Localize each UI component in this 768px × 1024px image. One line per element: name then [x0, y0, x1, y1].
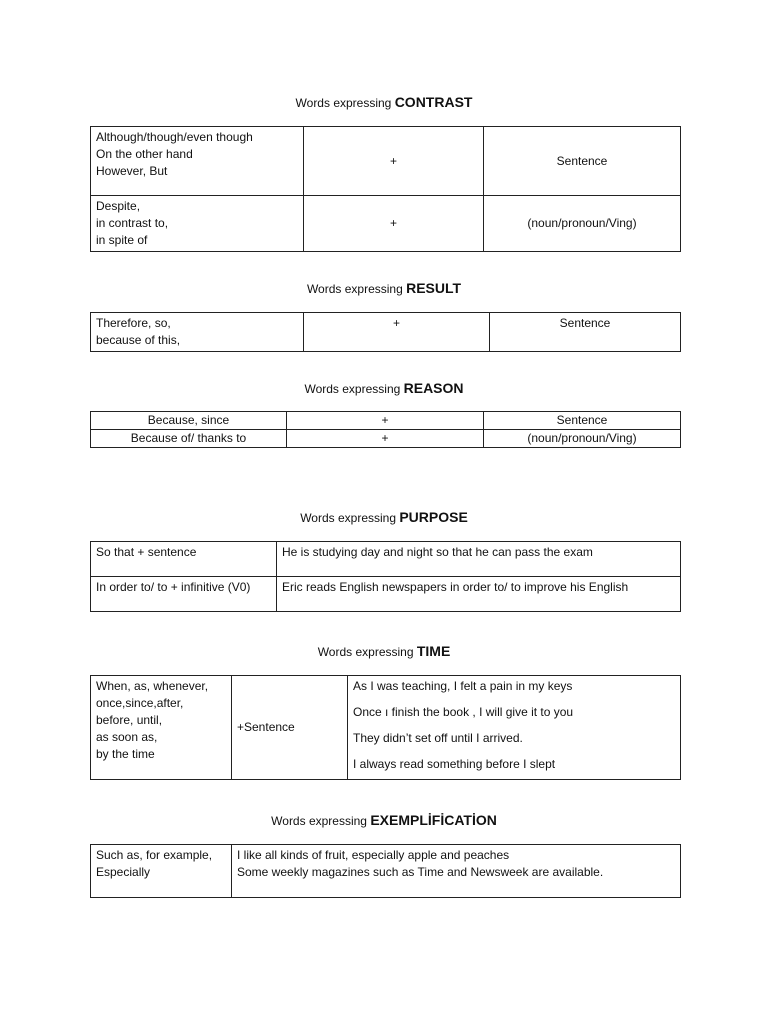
reason-follow-cell: (noun/pronoun/Ving) — [484, 430, 681, 448]
purpose-heading — [0, 509, 768, 525]
exemplification-heading-prefix: Words expressing — [271, 814, 371, 828]
time-heading-prefix: Words expressing — [317, 645, 417, 659]
contrast-word-line: in spite of — [96, 233, 148, 247]
time-word-line: before, until, — [96, 713, 163, 727]
table-row — [91, 845, 681, 898]
contrast-word-line: in contrast to, — [96, 216, 169, 230]
purpose-example-cell: Eric reads English newspapers in order to/ to improve his English — [277, 577, 681, 612]
time-word-line: once,since,after, — [96, 696, 184, 710]
time-example-line: As I was teaching, I felt a pain in my keys — [353, 679, 573, 693]
reason-follow-cell: Sentence — [484, 412, 681, 430]
result-plus-cell: + — [304, 313, 490, 352]
table-row — [91, 127, 681, 196]
time-examples-cell — [348, 676, 681, 780]
contrast-heading-keyword: CONTRAST — [394, 94, 473, 110]
time-word-line: as soon as, — [96, 730, 158, 744]
exemplification-example-line: Some weekly magazines such as Time and Newsweek are available. — [237, 865, 604, 879]
purpose-table — [90, 541, 681, 612]
result-follow-cell: Sentence — [490, 313, 681, 352]
time-table — [90, 675, 681, 780]
exemplification-words-cell — [91, 845, 232, 898]
time-words-cell — [91, 676, 232, 780]
exemplification-example-line: I like all kinds of fruit, especially apple and peaches — [237, 848, 510, 862]
table-row — [91, 430, 681, 448]
time-example-line: They didn’t set off until I arrived. — [353, 731, 523, 745]
reason-heading — [0, 380, 768, 396]
contrast-word-line: However, But — [96, 164, 168, 178]
result-table — [90, 312, 681, 352]
table-row — [91, 313, 681, 352]
contrast-word-line: Despite, — [96, 199, 141, 213]
contrast-word-line: Although/though/even though — [96, 130, 253, 144]
contrast-words-cell — [91, 127, 304, 196]
reason-table — [90, 411, 681, 448]
exemplification-word-line: Such as, for example, — [96, 848, 213, 862]
contrast-table — [90, 126, 681, 252]
table-row — [91, 676, 681, 780]
purpose-words-cell: In order to/ to + infinitive (V0) — [91, 577, 277, 612]
contrast-words-cell — [91, 196, 304, 252]
contrast-plus-cell: + — [304, 196, 484, 252]
exemplification-table — [90, 844, 681, 898]
contrast-follow-cell: Sentence — [484, 127, 681, 196]
purpose-heading-keyword: PURPOSE — [399, 509, 468, 525]
result-heading-keyword: RESULT — [406, 280, 462, 296]
result-word-line: Therefore, so, — [96, 316, 171, 330]
time-word-line: When, as, whenever, — [96, 679, 209, 693]
time-example-line: I always read something before I slept — [353, 757, 556, 771]
result-heading-prefix: Words expressing — [306, 282, 407, 296]
purpose-words-cell: So that + sentence — [91, 542, 277, 577]
table-row — [91, 542, 681, 577]
exemplification-word-line: Especially — [96, 865, 151, 879]
reason-words-cell: Because, since — [91, 412, 287, 430]
time-heading-keyword: TIME — [416, 643, 451, 659]
purpose-example-cell: He is studying day and night so that he can pass the exam — [277, 542, 681, 577]
reason-heading-keyword: REASON — [403, 380, 464, 396]
exemplification-heading — [0, 812, 768, 828]
reason-plus-cell: + — [287, 412, 484, 430]
time-heading — [0, 643, 768, 659]
table-row — [91, 412, 681, 430]
contrast-word-line: On the other hand — [96, 147, 193, 161]
table-row — [91, 196, 681, 252]
reason-words-cell: Because of/ thanks to — [91, 430, 287, 448]
exemplification-heading-keyword: EXEMPLİFİCATİON — [370, 812, 497, 828]
reason-plus-cell: + — [287, 430, 484, 448]
contrast-follow-cell: (noun/pronoun/Ving) — [484, 196, 681, 252]
exemplification-examples-cell — [232, 845, 681, 898]
purpose-heading-prefix: Words expressing — [300, 511, 400, 525]
contrast-heading — [0, 94, 768, 110]
reason-heading-prefix: Words expressing — [304, 382, 404, 396]
contrast-plus-cell: + — [304, 127, 484, 196]
result-words-cell — [91, 313, 304, 352]
time-example-line: Once ı finish the book , I will give it to you — [353, 705, 574, 719]
table-row — [91, 577, 681, 612]
contrast-heading-prefix: Words expressing — [295, 96, 395, 110]
result-heading — [0, 280, 768, 296]
result-word-line: because of this, — [96, 333, 181, 347]
time-word-line: by the time — [96, 747, 155, 761]
time-follow-cell: +Sentence — [232, 676, 348, 780]
